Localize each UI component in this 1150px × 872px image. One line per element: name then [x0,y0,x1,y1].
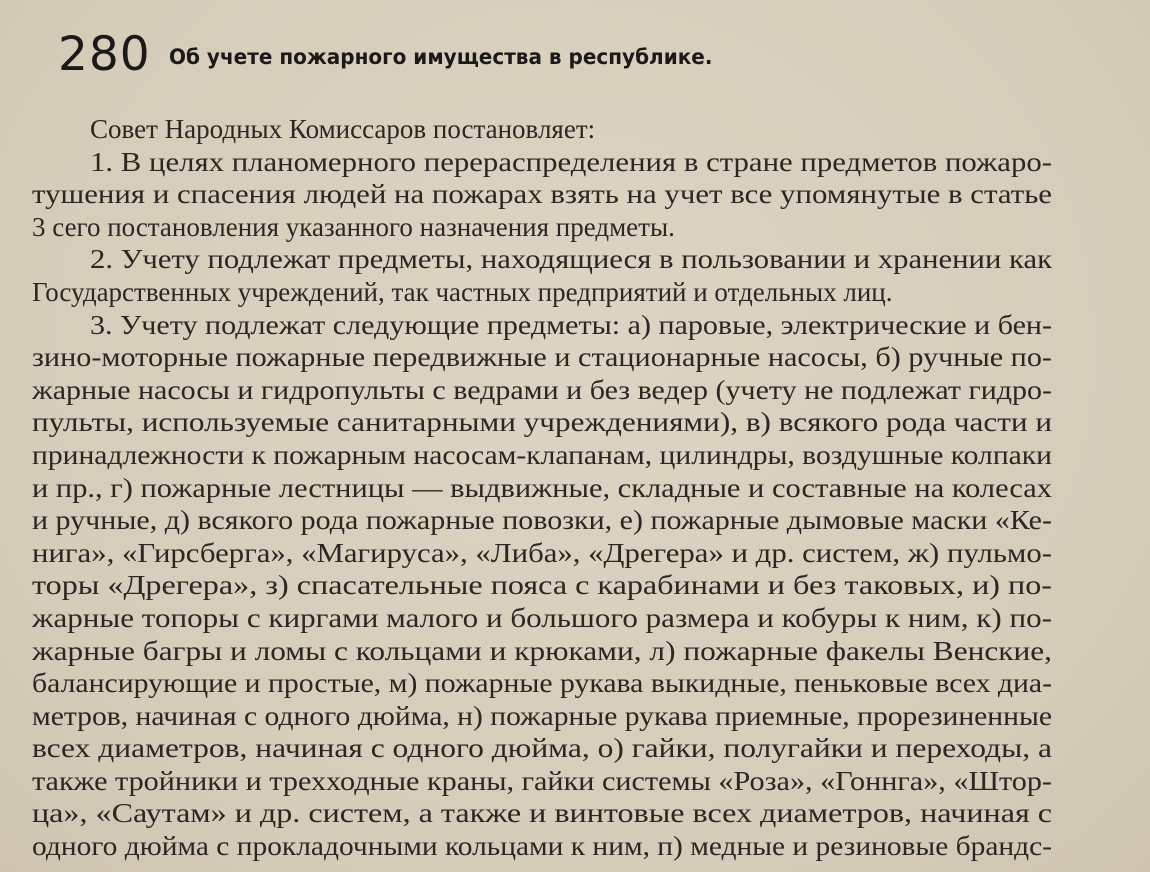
text-line: жарные багры и ломы с кольцами и крюками, л) пожарные факелы Венские, [32,635,1053,666]
text-line: принадлежности к пожарным насосам-клапанам, цилиндры, воздушные колпаки [32,439,1053,470]
decree-body [32,113,1052,863]
text-line: одного дюйма с прокладочными кольцами к ним, п) медные и резиновые брандс- [32,831,1053,862]
text-line: торы «Дрегера», з) спасательные пояса с карабинами и без таковых, и) по- [32,570,1053,601]
text-line: всех диаметров, начиная с одного дюйма, о) гайки, полугайки и переходы, а [32,733,1052,764]
text-line: зино-моторные пожарные передвижные и стационарные насосы, б) ручные по- [32,342,1052,373]
document-header [58,26,753,84]
text-line: 3. Учету подлежат следующие предметы: а) паровые, электрические и бен- [90,309,1053,340]
text-line: жарные насосы и гидропульты с ведрами и без ведер (учету не подлежат гидро- [32,374,1053,405]
text-line: 2. Учету подлежат предметы, находящиеся в пользовании и хранении как [90,244,1053,275]
text-line: тушения и спасения людей на пожарах взять на учет все упомянутые в статье [32,179,1052,210]
text-line: жарные топоры с киргами малого и большого размера и кобуры к ним, к) по- [32,602,1052,633]
text-line: 1. В целях планомерного перераспределения в стране предметов пожаро- [90,146,1052,177]
text-line: также тройники и трехходные краны, гайки системы «Роза», «Гоннга», «Штор- [32,765,1052,796]
text-line: и ручные, д) всякого рода пожарные повозки, е) пожарные дымовые маски «Ке- [32,505,1052,536]
text-line: и пр., г) пожарные лестницы — выдвижные, складные и составные на колесах [32,472,1052,503]
decree-title: Об учете пожарного имущества в республике. [168,45,713,70]
text-line: ца», «Саутам» и др. систем, а также и винтовые всех диаметров, начиная с [32,798,1053,829]
text-line: пульты, используемые санитарными учреждениями), в) всякого рода части и [32,407,1053,438]
text-line: метров, начиная с одного дюйма, н) пожарные рукава приемные, прорезиненные [32,700,1053,731]
text-line: 3 сего постановления указанного назначения предметы. [32,211,675,242]
text-line: нига», «Гирсберга», «Магируса», «Либа», «Дрегера» и др. систем, ж) пульмо- [32,537,1052,568]
text-line: Государственных учреждений, так частных предприятий и отдельных лиц. [32,276,893,307]
text-line: балансирующие и простые, м) пожарные рукава выкидные, пеньковые всех диа- [32,668,1053,699]
decree-number: 280 [58,27,151,82]
text-line: Совет Народных Комиссаров постановляет: [90,114,596,144]
